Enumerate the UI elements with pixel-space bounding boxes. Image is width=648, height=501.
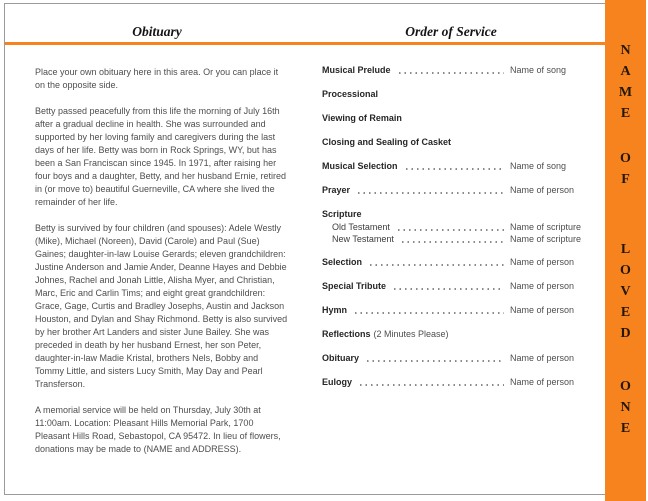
- name-of-loved-one-sidebar: [605, 0, 646, 501]
- dotted-leader: [360, 384, 504, 386]
- order-item-label: Viewing of Remain: [322, 113, 402, 123]
- order-row-prayer: [322, 185, 600, 196]
- order-item-label: Prayer: [322, 185, 351, 195]
- order-item-label: Eulogy: [322, 377, 353, 387]
- order-item-label: Obituary: [322, 353, 360, 363]
- dotted-leader: [398, 229, 504, 231]
- order-item-label: Selection: [322, 257, 363, 267]
- order-of-service-column: [322, 65, 600, 401]
- dotted-leader: [367, 360, 504, 362]
- order-row-musical-selection: [322, 161, 600, 172]
- sidebar-letter: O: [620, 263, 631, 278]
- dotted-leader: [394, 288, 504, 290]
- order-item-label: Reflections: [322, 329, 371, 339]
- dotted-leader: [399, 72, 504, 74]
- order-item-label: Musical Selection: [322, 161, 398, 171]
- sidebar-letter: M: [618, 85, 633, 100]
- sidebar-letter: A: [620, 64, 631, 79]
- order-item-label: New Testament: [332, 234, 394, 244]
- dotted-leader: [370, 264, 504, 266]
- obituary-paragraph: A memorial service will be held on Thursday, July 30th at 11:00am. Location: Pleasant Hills Memorial Park, 1700 Pleasant Hills Road, Sebastopol, CA 95472. In lieu of flowers, donations may be made to (NAME and ADDRESS).: [35, 405, 281, 454]
- sidebar-letter: E: [620, 106, 631, 121]
- order-row-viewing: [322, 113, 600, 124]
- order-row-selection: [322, 257, 600, 268]
- order-row-scripture: [322, 209, 600, 220]
- order-row-special-tribute: [322, 281, 600, 292]
- order-item-label: Hymn: [322, 305, 348, 315]
- sidebar-letter: E: [620, 421, 631, 436]
- order-item-value: Name of person: [510, 281, 575, 291]
- order-item-label: Scripture: [322, 209, 362, 219]
- order-of-service-heading: Order of Service: [405, 24, 497, 39]
- order-item-note: (2 Minutes Please): [373, 329, 449, 339]
- order-item-value: Name of song: [510, 161, 567, 171]
- order-item-label: Closing and Sealing of Casket: [322, 137, 452, 147]
- order-item-value: Name of person: [510, 257, 575, 267]
- sidebar-letter: N: [620, 400, 631, 415]
- sidebar-letter: F: [621, 172, 630, 187]
- order-item-value: Name of person: [510, 377, 575, 387]
- order-row-old-testament: [322, 222, 600, 233]
- order-item-value: Name of person: [510, 353, 575, 363]
- sidebar-letter: N: [620, 43, 631, 58]
- order-row-processional: [322, 89, 600, 100]
- dotted-leader: [402, 241, 504, 243]
- dotted-leader: [406, 168, 504, 170]
- sidebar-letter: L: [620, 242, 631, 257]
- obituary-paragraph: Betty passed peacefully from this life the morning of July 16th after a gradual decline in health. She was surrounded and supported by her loving family and caregivers during the last days of her life. Betty was born in Rock Springs, WY, but has been a San Franciscan since 1945. In 1971, after raising her four boys and a daughter, Betty, and her husband Ernie, retired in (or move to) beautiful Guerneville, CA where she lived the remainder of her life.: [35, 106, 286, 207]
- obituary-heading: Obituary: [132, 24, 182, 39]
- dotted-leader: [355, 312, 504, 314]
- order-item-label: Special Tribute: [322, 281, 387, 291]
- order-item-label: Old Testament: [332, 222, 390, 232]
- order-item-value: Name of person: [510, 305, 575, 315]
- orange-divider-line: [5, 42, 606, 45]
- sidebar-letter: V: [620, 284, 631, 299]
- order-row-eulogy: [322, 377, 600, 388]
- order-row-musical-prelude: [322, 65, 600, 76]
- order-row-hymn: [322, 305, 600, 316]
- obituary-text-column: [35, 66, 289, 469]
- obituary-paragraph: Betty is survived by four children (and spouses): Adele Westly (Mike), Michael (Noreen), David (Carole) and Paul (Sue) Gaines; daughter-in-law Louise Gerards; eleven grandchildren: Justine Anderson and Jamie Ander, Deanne Hayes and Debbie Johnes, Rachel and Jonah Little, Alisha Myer, and Christian, Marc, Eric and Carlin Tims; and eight great grandchildren: Grace, Gage, Curtis and Bradley Josephs, Austin and Jackson Houston, and Dylan and Shay Richmond. Betty is also survived by her brother Art Landers and sister June Bailey. She was preceded in death by her husband Ernest, her son Peter, daughter-in-law Madie Kristal, brothers Nels, Bobby and Tommy Little, and sisters Lucy Smith, May Day and Pearl Transferson.: [35, 223, 288, 389]
- order-row-obituary: [322, 353, 600, 364]
- obituary-paragraph: Place your own obituary here in this area. Or you can place it on the opposite side.: [35, 67, 279, 90]
- sidebar-letter: E: [620, 305, 631, 320]
- order-item-label: Processional: [322, 89, 379, 99]
- order-item-value: Name of scripture: [510, 234, 582, 244]
- order-row-new-testament: [322, 234, 600, 245]
- sidebar-letter: O: [620, 379, 631, 394]
- order-item-label: Musical Prelude: [322, 65, 391, 75]
- order-item-value: Name of person: [510, 185, 575, 195]
- order-item-value: Name of scripture: [510, 222, 582, 232]
- order-row-closing-casket: [322, 137, 600, 148]
- order-row-reflections: [322, 329, 600, 340]
- dotted-leader: [358, 192, 504, 194]
- sidebar-letter: D: [620, 326, 631, 341]
- order-item-value: Name of song: [510, 65, 567, 75]
- sidebar-letter: O: [620, 151, 631, 166]
